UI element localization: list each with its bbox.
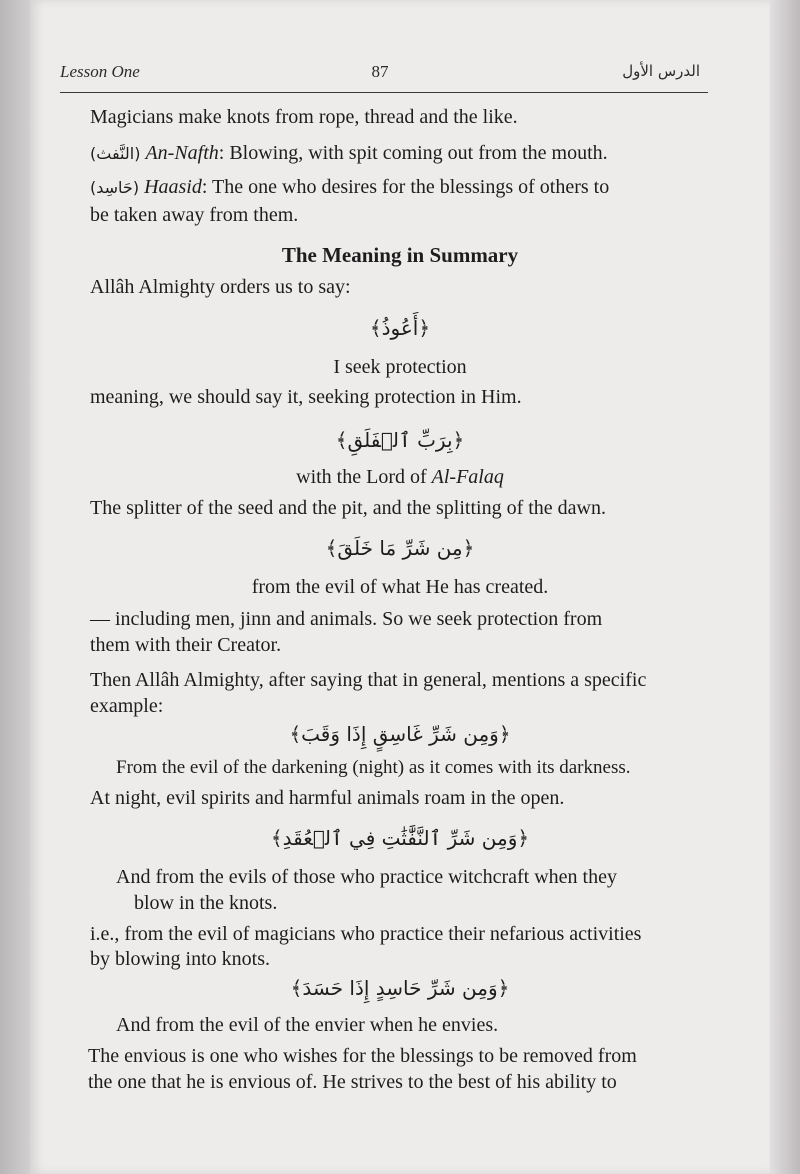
definition: : The one who desires for the blessings of others to [201, 176, 610, 198]
page-edge [770, 0, 800, 1174]
translation-text: with the Lord of [296, 466, 432, 488]
quran-verse: ﴿بِرَبِّ ٱلۡفَلَقِ﴾ [335, 428, 465, 452]
text-line: Allâh Almighty orders us to say: [90, 276, 351, 298]
text-line: The splitter of the seed and the pit, and the splitting of the dawn. [90, 497, 606, 519]
translation-term: Al-Falaq [431, 466, 504, 488]
page-number: 87 [371, 62, 389, 81]
quran-verse: ﴿وَمِن شَرِّ حَاسِدٍ إِذَا حَسَدَ﴾ [290, 976, 510, 1000]
term: An-Nafth [145, 142, 219, 164]
text-line: meaning, we should say it, seeking protection in Him. [90, 386, 522, 408]
verse-translation: I seek protection [333, 356, 467, 378]
verse-translation: From the evil of the darkening (night) as it comes with its darkness. [116, 757, 631, 778]
header-lesson-title: Lesson One [60, 62, 140, 81]
verse-translation: from the evil of what He has created. [251, 576, 549, 598]
quran-verse: ﴿مِن شَرِّ مَا خَلَقَ﴾ [325, 536, 475, 560]
verse-translation: And from the evils of those who practice witchcraft when they [116, 866, 617, 888]
text-line: by blowing into knots. [90, 948, 271, 970]
text-line [90, 176, 609, 199]
quran-verse: ﴿وَمِن شَرِّ ٱلنَّفَّٰثَٰتِ فِي ٱلۡعُقَدِ﴾ [270, 826, 530, 850]
text-line: The envious is one who wishes for the blessings to be removed from [88, 1045, 637, 1067]
verse-translation [90, 466, 710, 489]
verse-translation: blow in the knots. [134, 892, 278, 914]
running-header [60, 62, 700, 88]
text-line: be taken away from them. [90, 204, 299, 226]
book-gutter [0, 0, 30, 1174]
quran-verse: ﴿أَعُوذُ﴾ [369, 316, 431, 340]
header-arabic-title: الدرس الأول [622, 62, 700, 80]
text-line: Then Allâh Almighty, after saying that in general, mentions a specific [90, 669, 647, 691]
text-line: example: [90, 695, 164, 717]
verse-translation: And from the evil of the envier when he envies. [116, 1014, 499, 1036]
quran-verse: ﴿وَمِن شَرِّ غَاسِقٍ إِذَا وَقَبَ﴾ [289, 722, 511, 746]
text-line: them with their Creator. [90, 634, 282, 656]
term: Haasid [144, 176, 202, 198]
definition: : Blowing, with spit coming out from the mouth. [218, 142, 608, 164]
text-line: Magicians make knots from rope, thread and the like. [90, 106, 518, 128]
arabic-term: (حَاسِد) [90, 178, 140, 197]
text-line: i.e., from the evil of magicians who practice their nefarious activities [90, 923, 642, 945]
header-rule [60, 92, 708, 93]
section-heading: The Meaning in Summary [281, 243, 519, 267]
text-line: — including men, jinn and animals. So we seek protection from [90, 608, 603, 630]
text-line: At night, evil spirits and harmful animals roam in the open. [90, 787, 565, 809]
text-line: the one that he is envious of. He strives to the best of his ability to [88, 1071, 617, 1093]
arabic-term: (النَّفث) [90, 144, 141, 163]
text-line [90, 142, 608, 165]
